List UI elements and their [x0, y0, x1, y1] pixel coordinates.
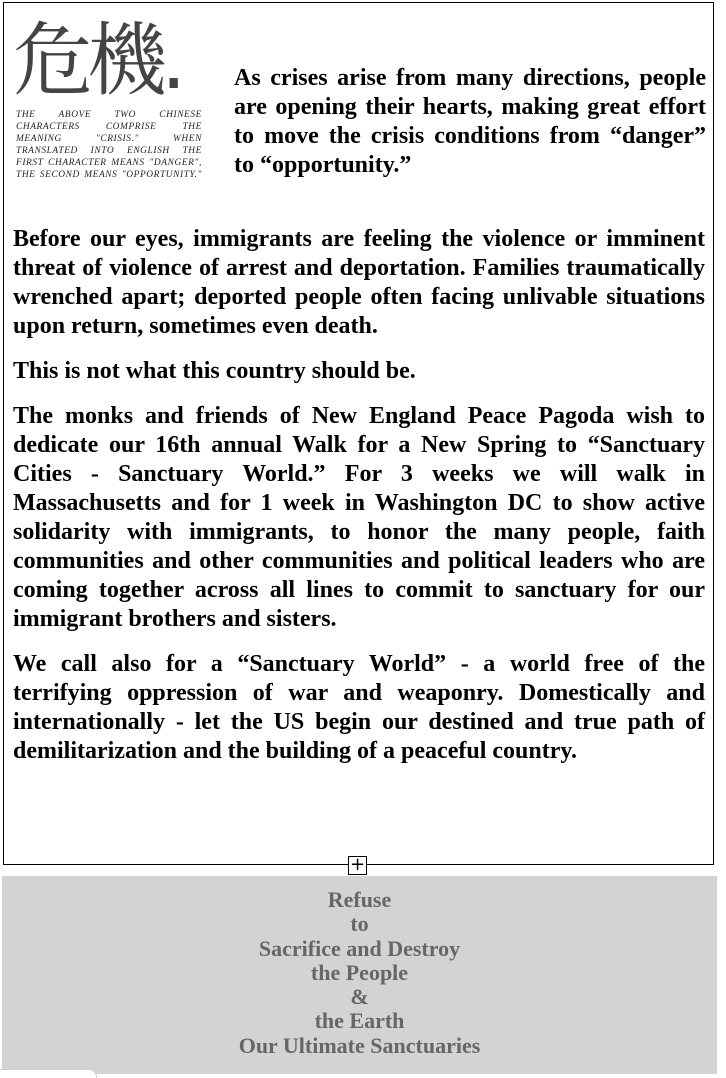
banner-text — [2, 888, 717, 1058]
chinese-crisis-characters: 危機. — [13, 14, 181, 107]
banner-line: Refuse — [327, 887, 392, 912]
banner-line: Sacrifice and Destroy — [258, 935, 461, 961]
paragraph-walk: The monks and friends of New England Peace Pagoda wish to dedicate our 16th annual Walk for a New Spring to “Sanctuary Cities - Sanctuary World.” For 3 weeks we will walk in Massachusetts and for 1 week in Washington DC to show active solidarity with immigrants, to honor the many people, faith communities and other communities and political leaders who are coming together across all lines to commit to sanctuary for our immigrant brothers and sisters. — [13, 403, 705, 632]
banner-line: the Earth — [314, 1008, 405, 1034]
banner-line: & — [350, 984, 369, 1010]
banner-line: the People — [310, 959, 409, 985]
article-body — [13, 225, 705, 782]
slogan-banner — [2, 876, 717, 1074]
paragraph-country: This is not what this country should be. — [13, 358, 416, 384]
banner-line: Our Ultimate Sanctuaries — [238, 1032, 481, 1058]
lead-paragraph: As crises arise from many directions, people are opening their hearts, making great effort to move the crisis conditions from “danger” to “opportunity.” — [234, 65, 706, 178]
paragraph-immigrants: Before our eyes, immigrants are feeling the violence or imminent threat of violence of arrest and deportation. Families traumatically wrenched apart; deported people often facing unlivable situations upon return, sometimes even death. — [13, 226, 705, 339]
expand-plus-icon[interactable]: + — [349, 854, 366, 875]
paragraph-sanctuary-world: We call also for a “Sanctuary World” - a world free of the terrifying oppression of war and weaponry. Domestically and internationally - let the US begin our destined and true path of demilitarization and the building of a peaceful country. — [13, 651, 705, 764]
page-corner-tab — [0, 1069, 97, 1078]
characters-caption: THE ABOVE TWO CHINESE CHARACTERS COMPRISE THE MEANING "CRISIS." WHEN TRANSLATED INTO ENGLISH THE FIRST CHARACTER MEANS "DANGER", THE SECOND MEANS "OPPORTUNITY." — [16, 110, 202, 180]
banner-line: to — [350, 911, 369, 937]
